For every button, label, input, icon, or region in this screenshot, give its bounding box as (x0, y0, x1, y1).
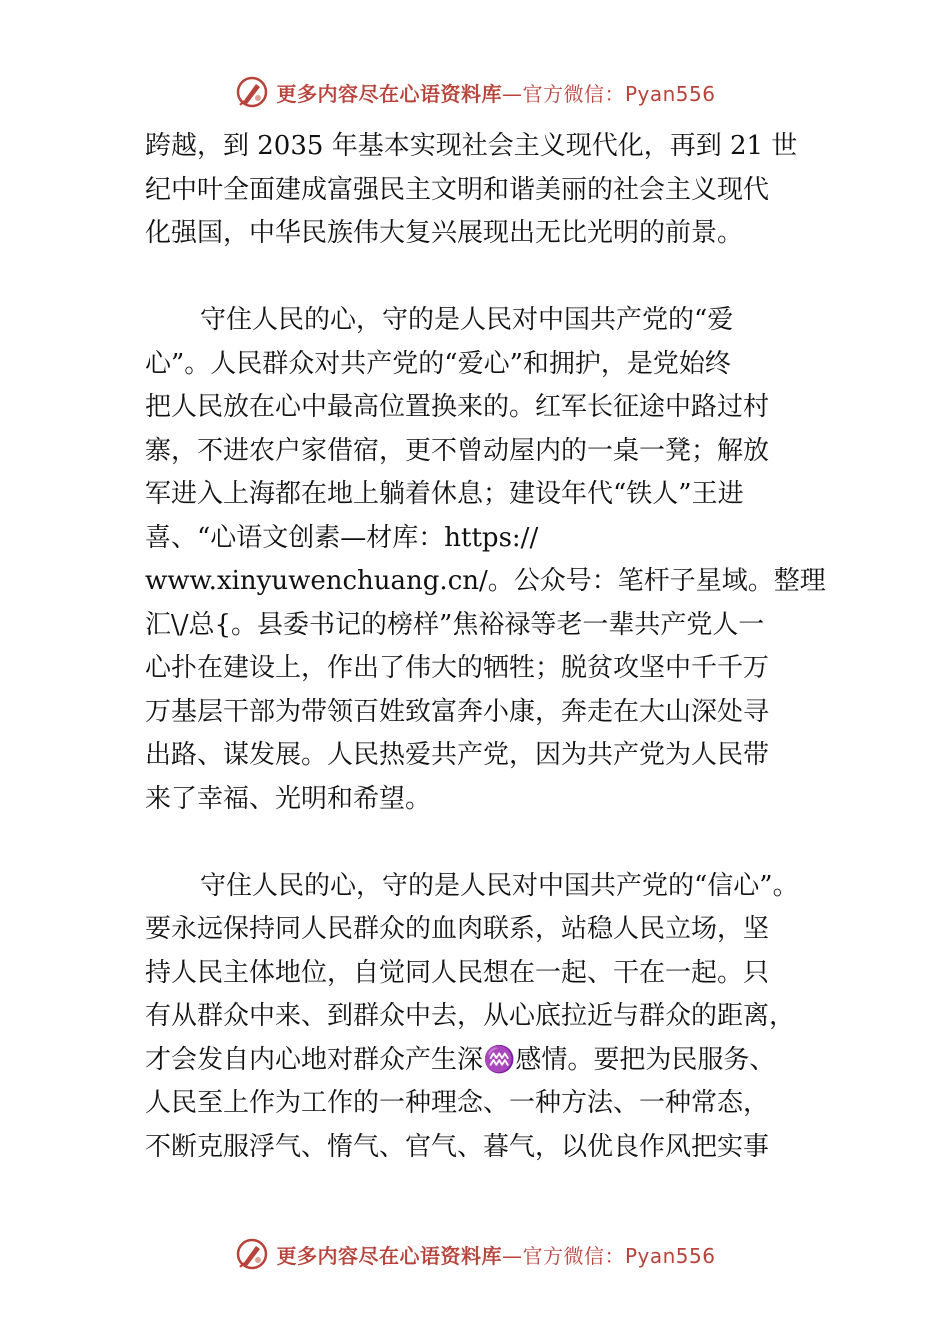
article-body (145, 125, 826, 1169)
text-line: www.xinyuwenchuang.cn/。公众号：笔杆子星域。整理 (145, 566, 826, 596)
text-line: 纪中叶全面建成富强民主文明和谐美丽的社会主义现代 (145, 174, 770, 205)
paragraph-3 (145, 865, 815, 1170)
red-circle-pen-logo-icon (234, 1236, 270, 1272)
text-line: 持人民主体地位，自觉同人民想在一起、干在一起。只 (145, 957, 770, 988)
text-line: 要永远保持同人民群众的血肉联系，站稳人民立场，坚 (145, 914, 770, 944)
text-line: 化强国，中华民族伟大复兴展现出无比光明的前景。 (145, 218, 744, 248)
paragraph-1 (145, 125, 815, 256)
text-line: 有从群众中来、到群众中去，从心底拉近与群众的距离， (145, 1001, 796, 1031)
text-line: 出路、谋发展。人民热爱共产党，因为共产党为人民带 (145, 740, 770, 770)
watermark-text: 更多内容尽在心语资料库—官方微信：Pyan556 (276, 1243, 716, 1268)
paragraph-2 (145, 299, 826, 821)
text-line: 寨，不进农户家借宿，更不曾动屋内的一桌一凳；解放 (145, 435, 770, 466)
text-line: 万基层干部为带领百姓致富奔小康，奔走在大山深处寻 (145, 696, 770, 727)
text-line: 喜、“心语文创素—材库：https:// (145, 522, 539, 553)
text-line: 跨越，到 2035 年基本实现社会主义现代化，再到 21 世 (145, 131, 798, 161)
footer-watermark (0, 1232, 950, 1276)
text-line: 汇\/总{。县委书记的榜样”焦裕禄等老一辈共产党人一 (145, 609, 765, 640)
text-line: 人民至上作为工作的一种理念、一种方法、一种常态， (145, 1088, 770, 1118)
text-line: 心扑在建设上，作出了伟大的牺牲；脱贫攻坚中千千万 (145, 653, 770, 683)
text-line: 把人民放在心中最高位置换来的。红军长征途中路过村 (145, 392, 770, 422)
text-line: 不断克服浮气、惰气、官气、暮气，以优良作风把实事 (145, 1131, 770, 1162)
header-watermark (0, 70, 950, 114)
text-line: 心”。人民群众对共产党的“爱心”和拥护，是党始终 (145, 348, 731, 379)
text-line: 守住人民的心，守的是人民对中国共产党的“爱 (200, 305, 734, 335)
text-line: 守住人民的心，守的是人民对中国共产党的“信心”。 (200, 870, 799, 901)
text-line: 军进入上海都在地上躺着休息；建设年代“铁人”王进 (145, 479, 744, 509)
red-circle-pen-logo-icon (234, 74, 270, 110)
text-line: 才会发自内心地对群众产生深♒感情。要把为民服务、 (145, 1044, 776, 1075)
watermark-text: 更多内容尽在心语资料库—官方微信：Pyan556 (276, 81, 716, 106)
text-line: 来了幸福、光明和希望。 (145, 783, 432, 814)
